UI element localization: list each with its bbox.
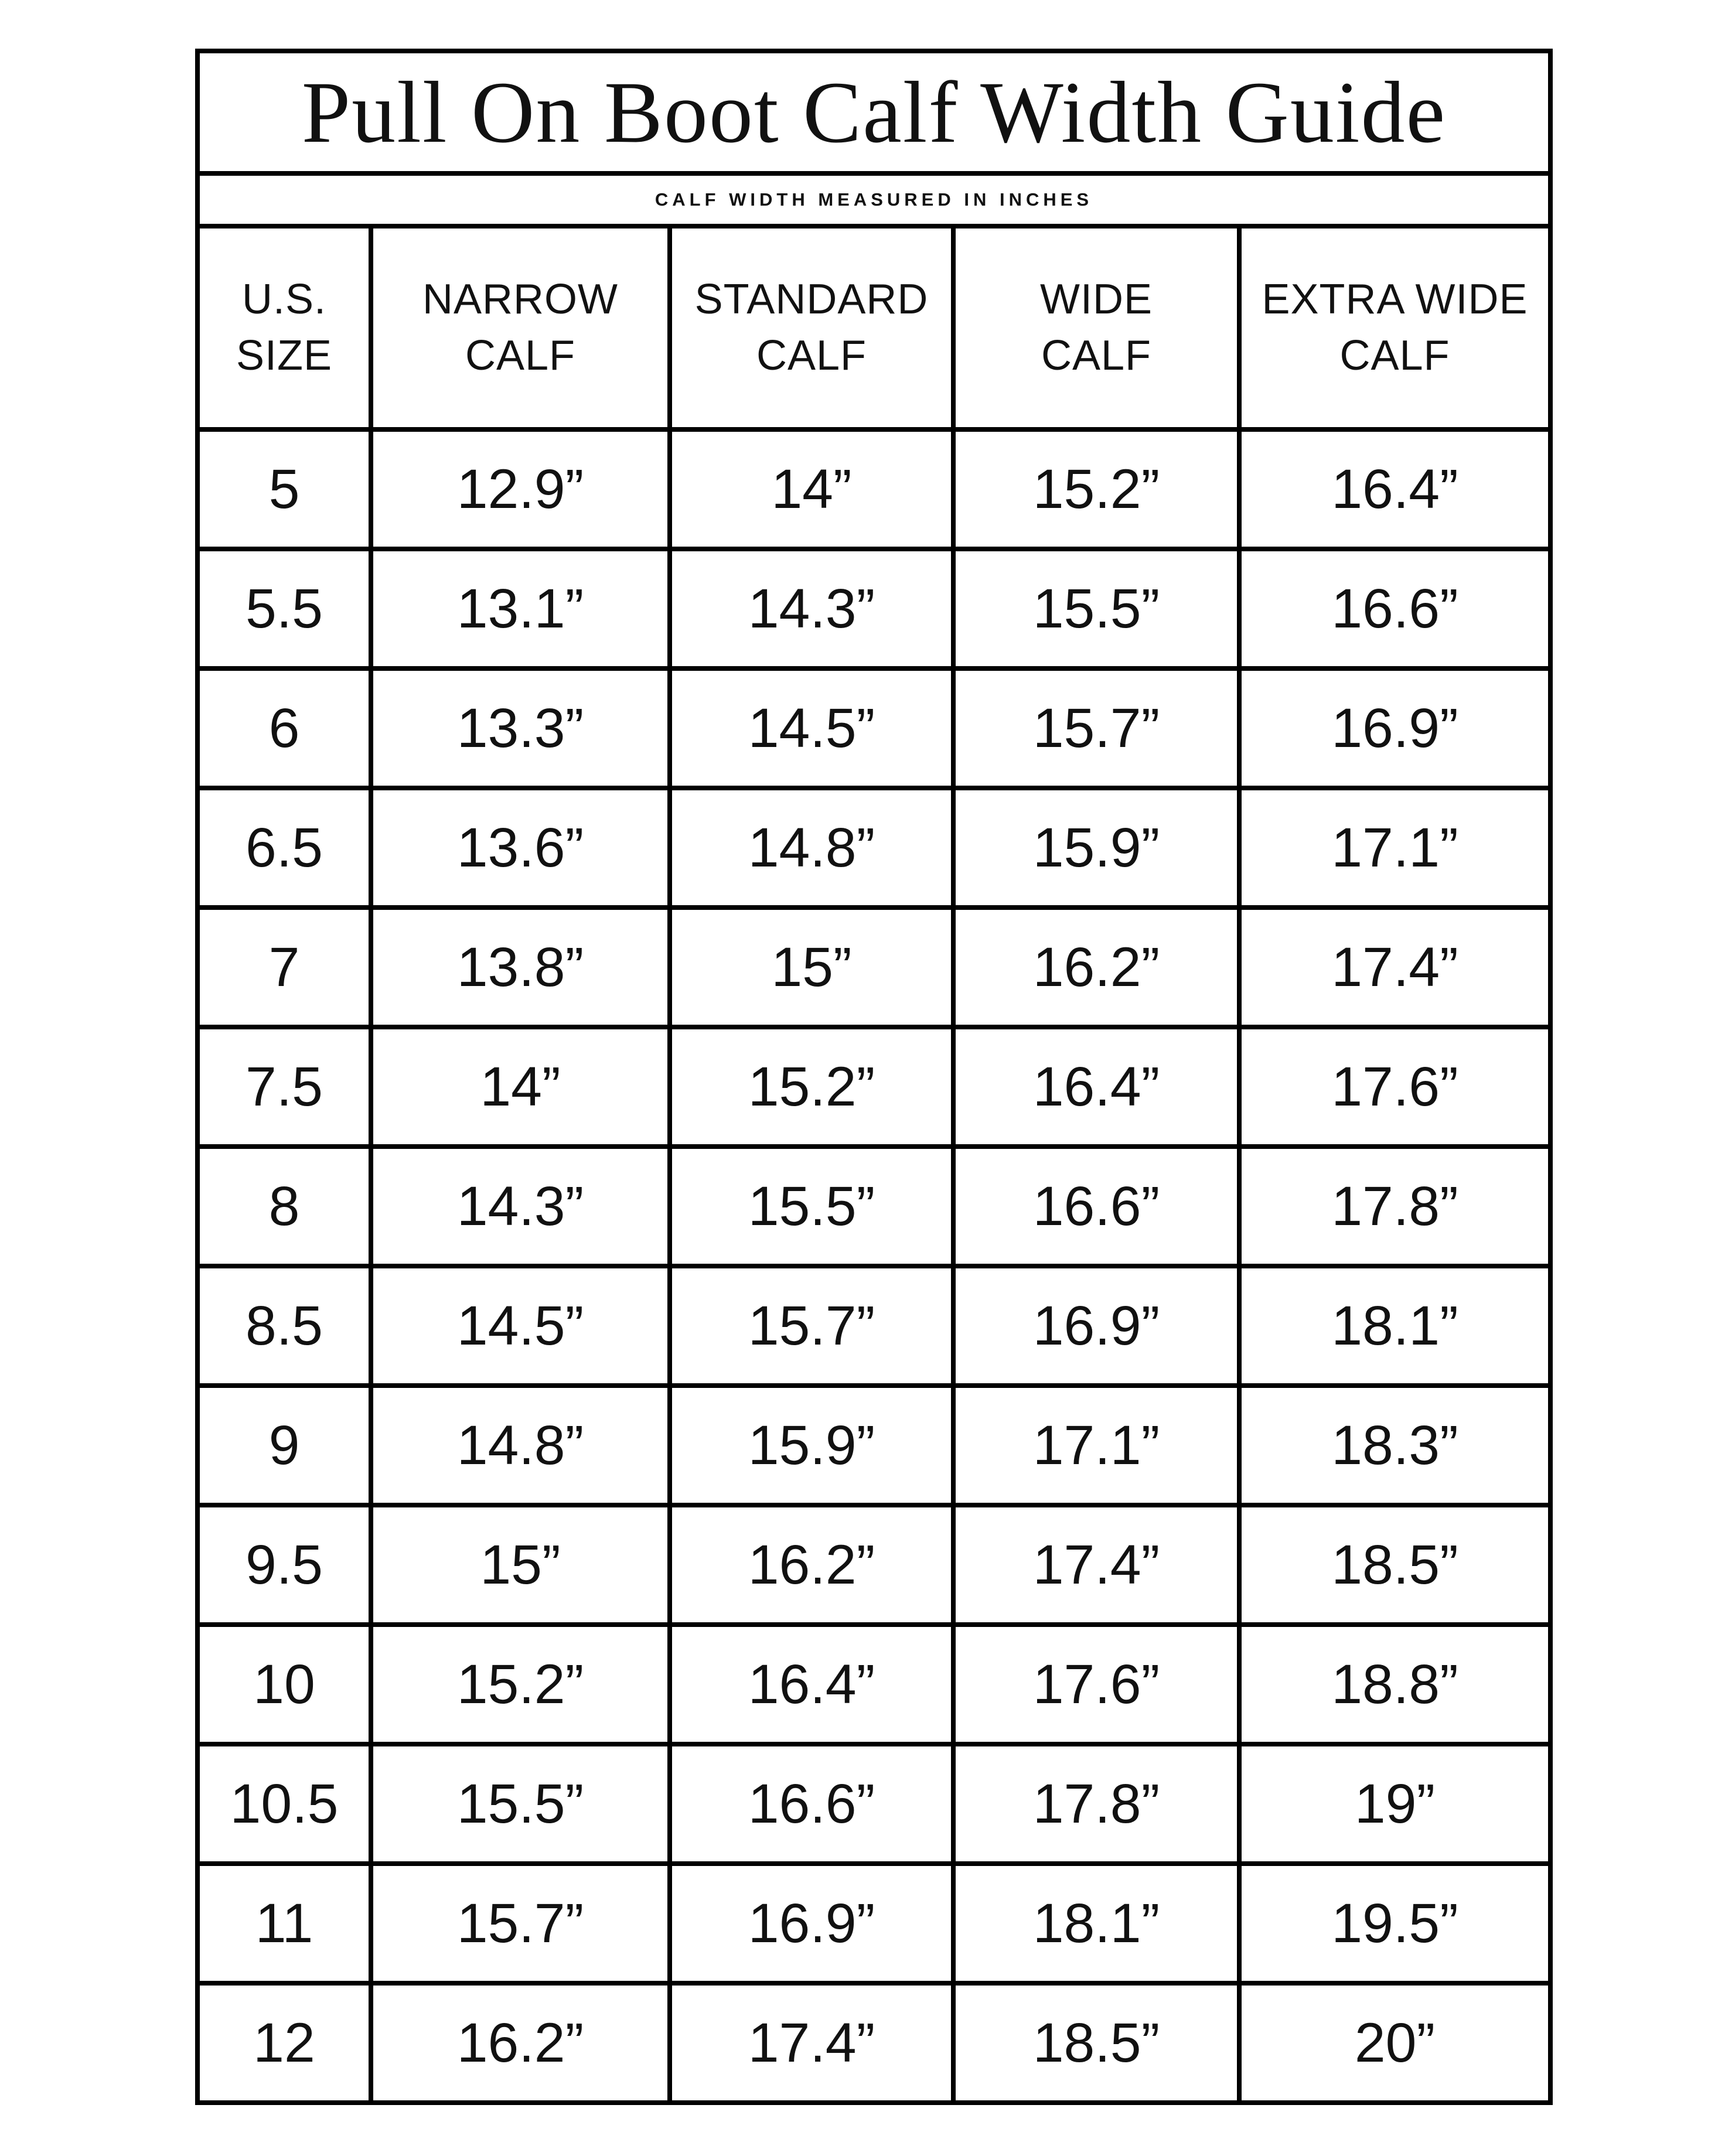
cell-wide-calf: 15.9”: [956, 790, 1242, 905]
cell-narrow-calf: 15.2”: [373, 1627, 672, 1742]
cell-narrow-calf: 15.5”: [373, 1746, 672, 1861]
table-header-row: [200, 228, 1548, 432]
cell-extra-wide-calf: 17.8”: [1331, 1175, 1458, 1237]
cell-wide-calf: 16.6”: [956, 1149, 1242, 1264]
cell-standard-calf: 15.2”: [672, 1029, 956, 1144]
table-row: [200, 1746, 1548, 1866]
cell-standard-calf: 15.5”: [672, 1149, 956, 1264]
table-row: [200, 1627, 1548, 1746]
cell-narrow-calf: 12.9”: [373, 432, 672, 547]
page-title: Pull On Boot Calf Width Guide: [200, 53, 1548, 176]
cell-extra-wide-calf: 19.5”: [1331, 1892, 1458, 1954]
table-row: [200, 1866, 1548, 1986]
table-row: [200, 1507, 1548, 1627]
cell-us-size: 5.5: [200, 551, 373, 666]
cell-standard-calf: 14.3”: [672, 551, 956, 666]
column-header-us-size: [200, 228, 373, 427]
cell-us-size: 6: [200, 671, 373, 786]
cell-narrow-calf: 13.8”: [373, 910, 672, 1025]
column-header-line: STANDARD: [694, 276, 929, 323]
table-row: [200, 1149, 1548, 1268]
column-header-line: SIZE: [236, 332, 333, 379]
calf-width-guide-table: [195, 49, 1553, 2105]
cell-extra-wide-calf: 19”: [1354, 1772, 1436, 1835]
cell-standard-calf: 14.5”: [672, 671, 956, 786]
cell-wide-calf: 17.1”: [956, 1388, 1242, 1503]
cell-narrow-calf: 15.7”: [373, 1866, 672, 1981]
cell-narrow-calf: 15”: [373, 1507, 672, 1622]
cell-wide-calf: 17.6”: [956, 1627, 1242, 1742]
column-header-line: CALF: [1339, 332, 1450, 379]
cell-standard-calf: 16.9”: [672, 1866, 956, 1981]
cell-us-size: 8: [200, 1149, 373, 1264]
page-subtitle: CALF WIDTH MEASURED IN INCHES: [200, 176, 1548, 228]
cell-extra-wide-calf: 18.5”: [1331, 1533, 1458, 1596]
column-header-line: WIDE: [1040, 276, 1153, 323]
cell-us-size: 7: [200, 910, 373, 1025]
cell-extra-wide-calf: 16.6”: [1331, 577, 1458, 640]
cell-extra-wide-calf: 16.9”: [1331, 697, 1458, 759]
cell-wide-calf: 16.4”: [956, 1029, 1242, 1144]
column-header-line: EXTRA WIDE: [1262, 276, 1528, 323]
cell-us-size: 11: [200, 1866, 373, 1981]
table-row: [200, 432, 1548, 551]
cell-us-size: 10.5: [200, 1746, 373, 1861]
cell-extra-wide-calf: 18.8”: [1331, 1653, 1458, 1715]
cell-narrow-calf: 14.3”: [373, 1149, 672, 1264]
cell-wide-calf: 15.2”: [956, 432, 1242, 547]
cell-wide-calf: 16.9”: [956, 1268, 1242, 1383]
column-header-line: CALF: [1041, 332, 1152, 379]
column-header-line: CALF: [465, 332, 576, 379]
table-row: [200, 1268, 1548, 1388]
column-header-line: NARROW: [422, 276, 618, 323]
cell-standard-calf: 14.8”: [672, 790, 956, 905]
cell-narrow-calf: 13.6”: [373, 790, 672, 905]
cell-us-size: 8.5: [200, 1268, 373, 1383]
column-header-standard-calf: [672, 228, 956, 427]
cell-narrow-calf: 13.3”: [373, 671, 672, 786]
cell-standard-calf: 16.2”: [672, 1507, 956, 1622]
cell-us-size: 9: [200, 1388, 373, 1503]
cell-wide-calf: 15.7”: [956, 671, 1242, 786]
cell-extra-wide-calf: 17.1”: [1331, 816, 1458, 879]
cell-standard-calf: 15”: [672, 910, 956, 1025]
cell-standard-calf: 14”: [672, 432, 956, 547]
cell-narrow-calf: 16.2”: [373, 1986, 672, 2100]
cell-standard-calf: 15.9”: [672, 1388, 956, 1503]
cell-standard-calf: 17.4”: [672, 1986, 956, 2100]
cell-extra-wide-calf: 20”: [1354, 2011, 1436, 2074]
cell-extra-wide-calf: 18.1”: [1331, 1294, 1458, 1357]
cell-standard-calf: 16.4”: [672, 1627, 956, 1742]
table-row: [200, 551, 1548, 671]
cell-wide-calf: 18.1”: [956, 1866, 1242, 1981]
cell-us-size: 7.5: [200, 1029, 373, 1144]
cell-us-size: 10: [200, 1627, 373, 1742]
table-row: [200, 1986, 1548, 2100]
cell-standard-calf: 15.7”: [672, 1268, 956, 1383]
column-header-extra-wide-calf: [1242, 228, 1548, 427]
cell-narrow-calf: 14.5”: [373, 1268, 672, 1383]
cell-wide-calf: 17.4”: [956, 1507, 1242, 1622]
table-row: [200, 790, 1548, 910]
column-header-line: CALF: [756, 332, 867, 379]
cell-us-size: 12: [200, 1986, 373, 2100]
table-row: [200, 910, 1548, 1029]
cell-wide-calf: 17.8”: [956, 1746, 1242, 1861]
cell-wide-calf: 18.5”: [956, 1986, 1242, 2100]
cell-extra-wide-calf: 16.4”: [1331, 458, 1458, 520]
cell-extra-wide-calf: 17.6”: [1331, 1055, 1458, 1118]
cell-us-size: 5: [200, 432, 373, 547]
column-header-line: U.S.: [241, 276, 327, 323]
cell-us-size: 6.5: [200, 790, 373, 905]
cell-narrow-calf: 13.1”: [373, 551, 672, 666]
table-row: [200, 1388, 1548, 1507]
table-row: [200, 671, 1548, 790]
cell-extra-wide-calf: 18.3”: [1331, 1414, 1458, 1476]
cell-narrow-calf: 14.8”: [373, 1388, 672, 1503]
column-header-wide-calf: [956, 228, 1242, 427]
cell-standard-calf: 16.6”: [672, 1746, 956, 1861]
cell-extra-wide-calf: 17.4”: [1331, 936, 1458, 998]
cell-wide-calf: 15.5”: [956, 551, 1242, 666]
cell-us-size: 9.5: [200, 1507, 373, 1622]
cell-wide-calf: 16.2”: [956, 910, 1242, 1025]
cell-narrow-calf: 14”: [373, 1029, 672, 1144]
column-header-narrow-calf: [373, 228, 672, 427]
table-row: [200, 1029, 1548, 1149]
